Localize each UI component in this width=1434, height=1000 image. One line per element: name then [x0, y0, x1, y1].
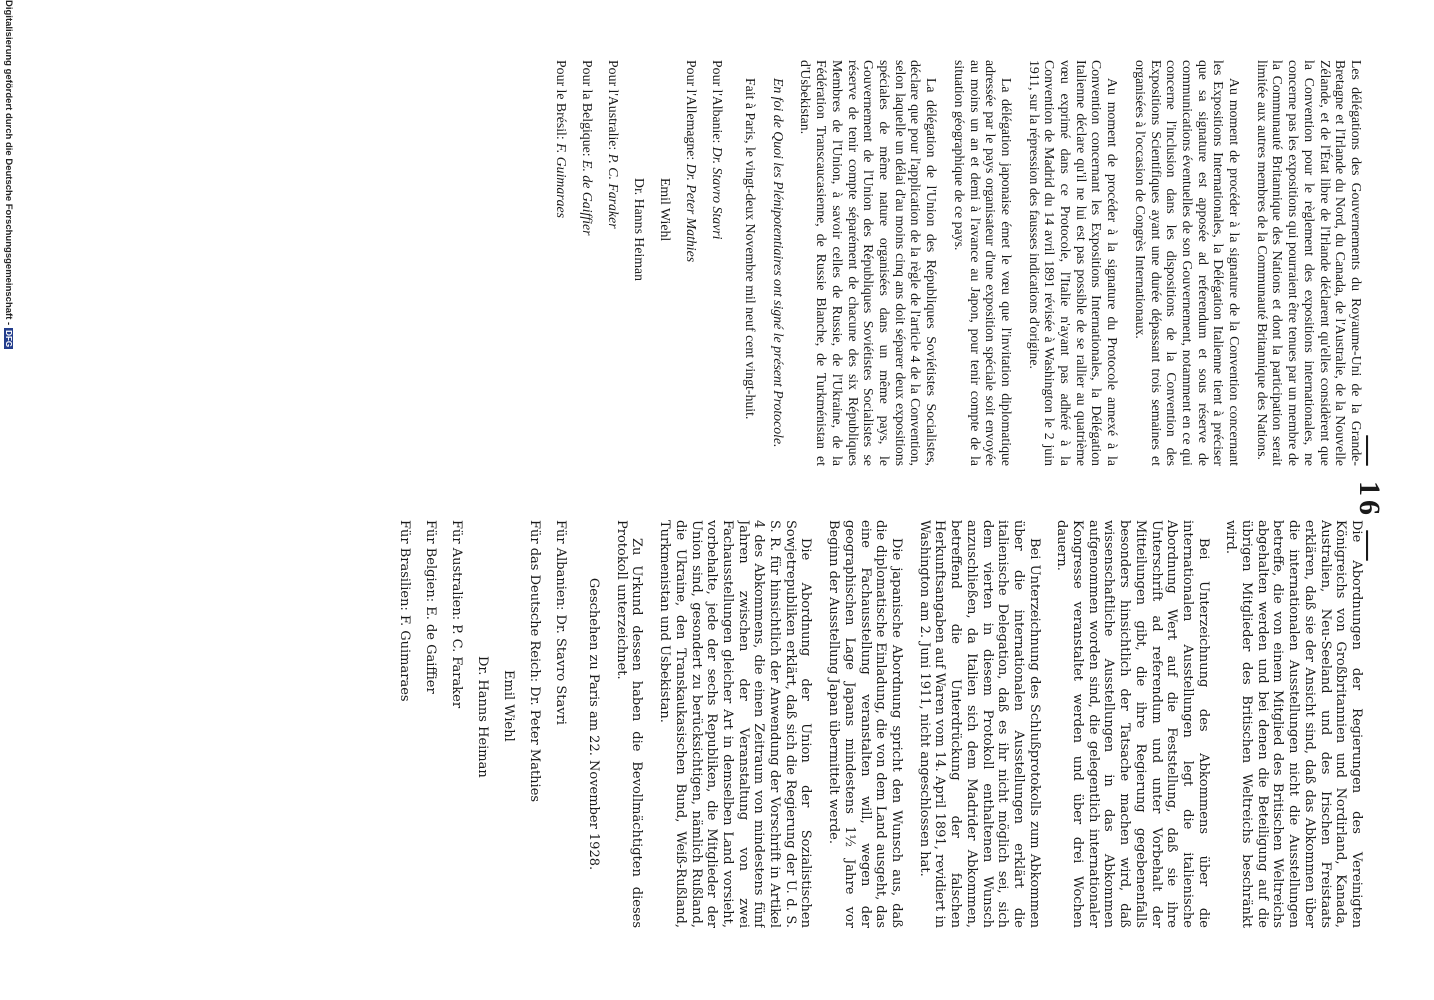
signature-label: Pour l'Allemagne:: [684, 60, 700, 161]
dfg-logo: DFG: [4, 330, 13, 348]
signature-line: [391, 520, 417, 928]
german-paragraph: Zu Urkund dessen haben die Bevollmächtigten dieses Protokoll unterzeichnet.: [613, 520, 645, 928]
digitization-footer: [0, 0, 14, 1000]
page-number: — 16 —: [1353, 435, 1386, 565]
french-paragraph: Au moment de procéder à la signature de la Convention concernant les Expositions Internationales, la Délégation Italienne tient à préciser que sa signature est apposée ad referendum et sous réserve de communications éventuelles de son Gouvernement, notamment en ce qui concerne l'inclusion dans les dispositions de la Convention des Expositions Scientifiques ayant une durée dépassant trois semaines et organisées à l'occasion de Congrès Internationaux.: [1132, 60, 1243, 466]
signature-name: P. C. Faraker: [606, 153, 622, 229]
signature-line: [417, 520, 443, 928]
footer-text: Digitalisierung gefördert durch die Deutsche Forschungsgemeinschaft -: [3, 0, 14, 326]
signature-name: F. Guimaraes: [397, 615, 413, 702]
french-paragraph: En foi de Quoi les Plénipotentiaires ont signé le présent Protocole.: [770, 78, 786, 448]
signature-label: Für das Deutsche Reich:: [527, 520, 543, 683]
german-date-line: Geschehen zu Paris am 22. November 1928.: [586, 577, 602, 871]
signature-line: [574, 60, 600, 466]
signature-name: Dr. Hanns Heiman: [632, 178, 648, 282]
signature-name: F. Guimaraes: [554, 143, 570, 219]
signature-label: Für Australien:: [449, 520, 465, 621]
german-paragraph: Die Abordnungen der Regierungen des Vereinigten Königreichs von Großbritannien und Nordirland, Kanada, Australien, Neu-Seeland und des Irischen Freistaats erklären, daß sie der Ansicht sind, daß das Abkommen über die internationalen Ausstellungen nicht die Ausstellungen betreffe, die von einem Mitglied des Britischen Weltreichs abgehalten werden und bei denen die Beteiligung auf die übrigen Mitglieder des Britischen Weltreichs beschränkt wird.: [1223, 520, 1364, 928]
french-date-line: Fait à Paris, le vingt-deux Novembre mil neuf cent vingt-huit.: [743, 78, 759, 420]
signature-name: Dr. Stavro Stavri: [710, 146, 726, 240]
german-paragraph: Bei Unterzeichnung des Schlußprotokolls zum Abkommen über die internationalen Ausstellungen erklärt die italienische Delegation, daß es ihr nicht möglich sei, sich dem vierten in diesem Protokoll enthaltenen Wunsch anzuschließen, da Italien sich dem Madrider Abkommen, betreffend die Unterdrückung der falschen Herkunftsangaben auf Waren vom 14. April 1891, revidiert in Washington am 2. Juni 1911, nicht angeschlossen hat.: [916, 520, 1042, 928]
signature-name: P. C. Faraker: [449, 624, 465, 709]
signature-name: Dr. Peter Mathies: [527, 686, 543, 803]
signature-name: Dr. Peter Mathies: [684, 163, 700, 263]
signature-line: [443, 520, 469, 928]
french-paragraph: Au moment de procéder à la signature du Protocole annexé à la Convention concernant les Expositions Internationales, la Délégation Italienne déclare qu'il ne lui est pas possible de se rallier au quatrième vœu exprimé dans ce Protocole, l'Italie n'ayant pas adhéré à la Convention de Madrid du 14 avril 1891 révisée à Washington le 2 juin 1911, sur la répression des fausses indications d'origine.: [1026, 60, 1121, 466]
signature-label: Für Brasilien:: [397, 520, 413, 611]
signature-name: E. de Gaiffier: [423, 606, 439, 694]
signature-line: [548, 60, 574, 466]
signature-label: Pour l'Australie:: [606, 60, 622, 151]
signature-line: [600, 60, 626, 466]
signature-name: Emil Wiehl: [658, 178, 674, 242]
signature-line: [547, 520, 573, 928]
signature-line: [704, 60, 730, 466]
signature-label: Pour le Brésil:: [554, 60, 570, 140]
signature-line: [678, 60, 704, 466]
signature-line: [521, 520, 547, 928]
signature-name: Emil Wiehl: [501, 670, 517, 742]
signature-label: Für Albanien:: [553, 520, 569, 611]
signature-name: Dr. Stavro Stavri: [553, 614, 569, 725]
french-column: [64, 60, 1364, 466]
french-paragraph: La délégation de l'Union des Républiques Soviétistes Socialistes, déclare que pour l'application de la règle de l'article 4 de la Convention, selon laquelle un délai d'au moins cinq ans doit séparer deux expositions spéciales de même nature organisées dans un même pays, le Gouvernement de l'Union des Républiques Soviétistes Socialistes se réserve de tenir compte séparément de chacune des six Républiques Membres de l'Union, à savoir celles de Russie, de l'Ukraine, de la Fédération Transcaucasienne, de Russie Blanche, de Turkménistan et d'Usbekistan.: [798, 60, 940, 466]
german-paragraph: Bei Unterzeichnung des Abkommens über die internationalen Ausstellungen legt die italienische Abordnung Wert auf die Feststellung, daß sie ihre Unterschrift ad referendum und unter Vorbehalt der Mitteilungen gibt, die ihre Regierung gegebenenfalls besonders hinsichtlich der Tatsache machen wird, daß wissenschaftliche Ausstellungen in das Abkommen aufgenommen worden sind, die gelegentlich internationaler Kongresse veranstaltet werden und über drei Wochen dauern.: [1054, 520, 1211, 928]
german-column: [64, 520, 1364, 928]
german-paragraph: Die japanische Abordnung spricht den Wunsch aus, daß die diplomatische Einladung, die von dem Land ausgeht, das eine Fachausstellung veranstalten will, wegen der geographischen Lage Japans mindestens 1½ Jahre vor Beginn der Ausstellung Japan übermittelt werde.: [826, 520, 905, 928]
german-signatures: [391, 520, 573, 928]
signature-label: Pour la Belgique:: [580, 60, 596, 157]
french-paragraph: La délégation japonaise émet le vœu que l'invitation diplomatique adressée par le pays organisateur d'une exposition spéciale soit envoyée au moins un an et demi à l'avance au Japon, pour tenir compte de la situation géographique de ce pays.: [951, 60, 1014, 466]
french-signatures: [548, 60, 730, 466]
signature-name: Dr. Hanns Heiman: [475, 656, 491, 778]
german-paragraph: Die Abordnung der Union der Sozialistischen Sowjetrepubliken erklärt, daß sich die Regierung der U. d. S. S. R. für hinsichtlich der Anwendung der Vorschrift in Artikel 4 des Abkommens, die einen Zeitraum von mindestens fünf Jahren zwischen der Veranstaltung von zwei Fachausstellungen gleicher Art in demselben Land vorsieht, vorbehalte, jede der sechs Republiken, die Mitglieder der Union sind, gesondert zu berücksichtigen, nämlich Rußland, die Ukraine, den Transkaukasischen Bund, Weiß-Rußland, Turkmenistan und Usbekistan.: [657, 520, 814, 928]
signature-name: E. de Gaiffier: [580, 160, 596, 236]
signature-label: Für Belgien:: [423, 520, 439, 603]
signature-label: Pour l'Albanie:: [710, 60, 726, 144]
french-paragraph: Les délégations des Gouvernements du Royaume-Uni de la Grande-Bretagne et l'Irlande du Nord, du Canada, de l'Australie, de la Nouvelle Zélande, et de l'État libre de l'Irlande déclarent qu'elles considèrent que la Convention pour le règlement des expositions internationales, ne concerne pas les expositions qui pourraient être tenues par un membre de la Communauté Britannique des Nations et dont la participation serait limitée aux autres membres de la Communauté Britannique des Nations.: [1254, 60, 1364, 466]
